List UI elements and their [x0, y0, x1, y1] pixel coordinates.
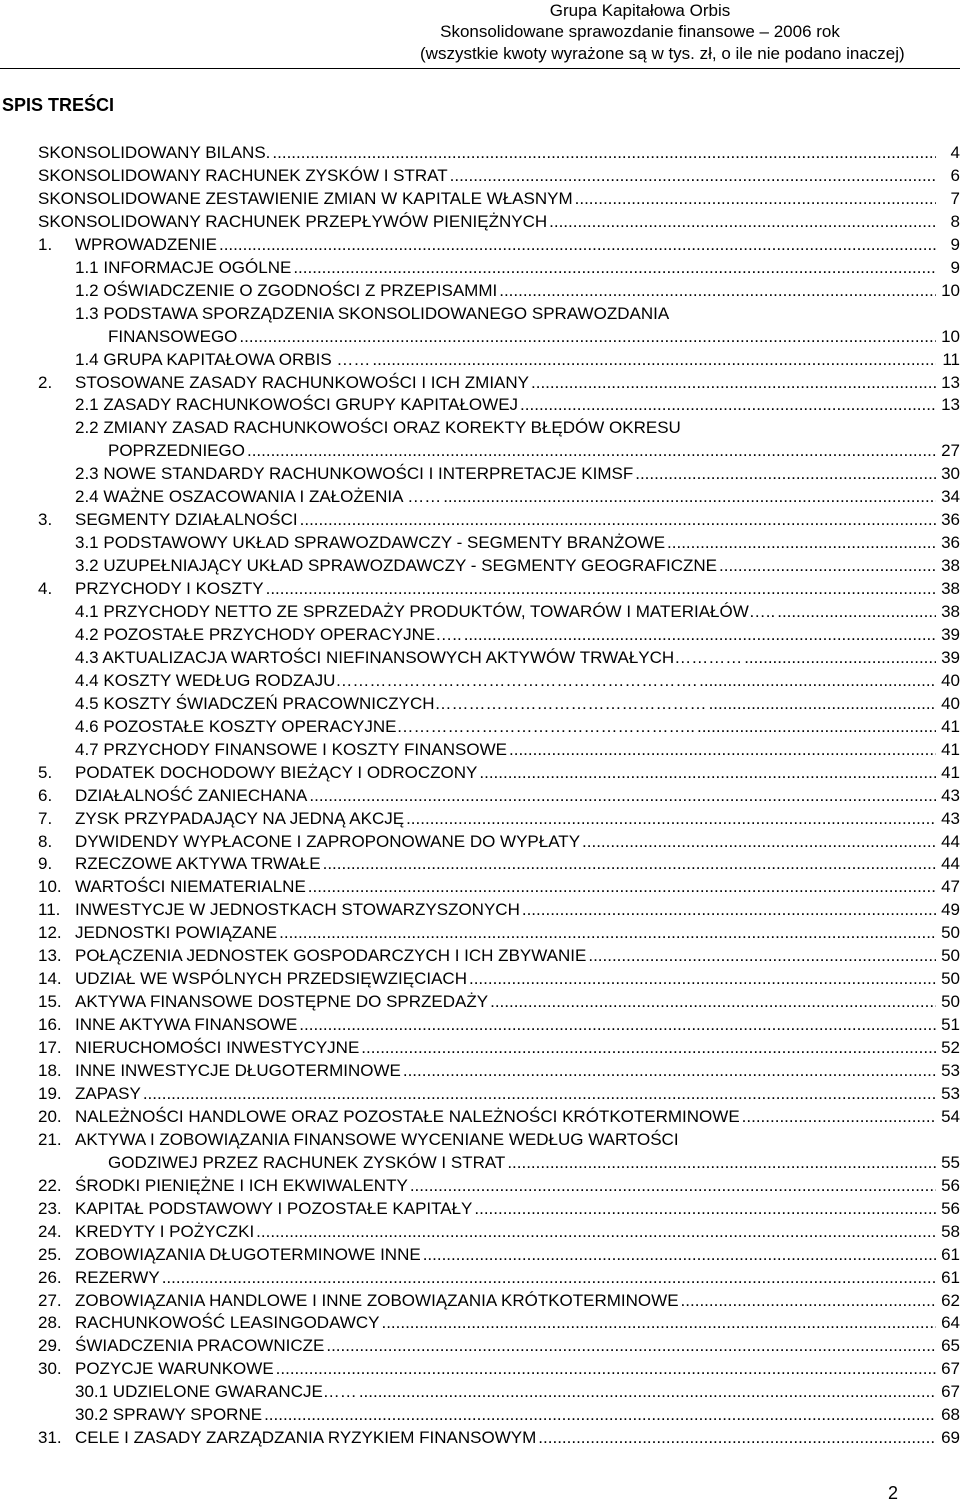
toc-entry-label: 4.4 KOSZTY WEDŁUG RODZAJU……………………………………………………….	[75, 670, 698, 690]
toc-entry-number: 20.	[38, 1106, 62, 1126]
toc-entry[interactable]	[0, 921, 960, 944]
toc-entry[interactable]	[0, 577, 960, 600]
toc-entry[interactable]	[0, 393, 960, 416]
toc-entry-label: PODATEK DOCHODOWY BIEŻĄCY I ODROCZONY	[75, 762, 478, 782]
toc-entry[interactable]	[0, 210, 960, 233]
toc-entry-label: 1.2 OŚWIADCZENIE O ZGODNOŚCI Z PRZEPISAMMI	[75, 280, 498, 300]
dot-leader	[681, 1289, 936, 1312]
dot-leader	[293, 256, 936, 279]
toc-entry[interactable]	[0, 187, 960, 210]
toc-entry[interactable]	[0, 141, 960, 164]
dot-leader	[549, 210, 936, 233]
toc-entry-label: 4.7 PRZYCHODY FINANSOWE I KOSZTY FINANSOWE	[75, 739, 507, 759]
dot-leader	[499, 279, 936, 302]
dot-leader	[219, 233, 936, 256]
toc-entry-label: ZAPASY	[75, 1083, 141, 1103]
toc-entry-label: SKONSOLIDOWANY RACHUNEK PRZEPŁYWÓW PIENIĘŻNYCH	[38, 211, 548, 231]
toc-entry-number: 7.	[38, 808, 53, 828]
toc-entry[interactable]	[0, 1105, 960, 1128]
toc-entry[interactable]	[0, 967, 960, 990]
toc-entry-page: 30	[941, 464, 960, 484]
toc-entry[interactable]	[0, 990, 960, 1013]
toc-entry-number: 2.	[38, 372, 53, 392]
toc-entry[interactable]	[0, 1426, 960, 1449]
toc-entry-page: 10	[941, 280, 960, 300]
toc-entry-number: 22.	[38, 1175, 62, 1195]
toc-title: SPIS TREŚCI	[2, 95, 115, 115]
toc-entry-label: 1.4 GRUPA KAPITAŁOWA ORBIS ……	[75, 349, 371, 369]
dot-leader	[469, 967, 936, 990]
toc-entry-number: 29.	[38, 1336, 62, 1356]
toc-entry-number: 31.	[38, 1428, 62, 1448]
toc-entry-page: 38	[941, 579, 960, 599]
toc-entry-label: 3.2 UZUPEŁNIAJĄCY UKŁAD SPRAWOZDAWCZY - SEGMENTY GEOGRAFICZNE	[75, 556, 718, 576]
toc-entry-label: 4.5 KOSZTY ŚWIADCZEŃ PRACOWNICZYCH…………………………………………	[75, 693, 707, 713]
toc-entry-page: 44	[941, 831, 960, 851]
toc-entry[interactable]	[0, 1220, 960, 1243]
dot-leader	[256, 1220, 936, 1243]
toc-entry-label: POŁĄCZENIA JEDNOSTEK GOSPODARCZYCH I ICH ZBYWANIE	[75, 946, 587, 966]
toc-entry-page: 39	[941, 624, 960, 644]
toc-entry-label: JEDNOSTKI POWIĄZANE	[75, 923, 278, 943]
toc-entry-page: 41	[941, 762, 960, 782]
toc-entry[interactable]	[0, 600, 960, 623]
toc-entry[interactable]	[0, 1059, 960, 1082]
toc-entry-page: 36	[941, 510, 960, 530]
toc-entry-page: 36	[941, 533, 960, 553]
toc-entry-label: KREDYTY I POŻYCZKI	[75, 1221, 255, 1241]
toc-entry[interactable]	[0, 646, 960, 669]
toc-entry-page: 43	[941, 808, 960, 828]
toc-entry-number: 30.	[38, 1359, 62, 1379]
toc-entry-label: 1.1 INFORMACJE OGÓLNE	[75, 257, 292, 277]
toc-entry-page: 6	[950, 165, 960, 185]
toc-entry[interactable]	[0, 348, 960, 371]
toc-entry-number: 12.	[38, 923, 62, 943]
toc-entry[interactable]	[0, 302, 960, 325]
toc-entry[interactable]	[0, 692, 960, 715]
toc-entry-page: 53	[941, 1061, 960, 1080]
dot-leader	[697, 715, 936, 738]
toc-entry-number: 16.	[38, 1015, 62, 1035]
dot-leader	[507, 1151, 936, 1174]
dot-leader	[520, 393, 936, 416]
toc-entry[interactable]	[0, 508, 960, 531]
toc-entry-label: 30.1 UDZIELONE GWARANCJE……	[75, 1382, 357, 1402]
toc-entry[interactable]	[0, 164, 960, 187]
toc-entry-page: 38	[941, 556, 960, 576]
toc-entry[interactable]	[0, 233, 960, 256]
toc-entry[interactable]	[0, 738, 960, 761]
toc-entry[interactable]	[0, 852, 960, 875]
toc-entry[interactable]	[0, 325, 960, 348]
dot-leader	[264, 1403, 936, 1426]
toc-entry-label: REZERWY	[75, 1267, 160, 1287]
toc-entry-number: 11.	[38, 900, 61, 920]
dot-leader	[744, 646, 936, 669]
toc-entry-page: 41	[941, 739, 960, 759]
toc-entry[interactable]	[0, 371, 960, 394]
toc-entry-number: 17.	[38, 1038, 62, 1058]
toc-entry-number: 5.	[38, 762, 53, 782]
toc-entry[interactable]	[0, 807, 960, 830]
toc-entry[interactable]	[0, 669, 960, 692]
toc-entry-label: INNE INWESTYCJE DŁUGOTERMINOWE	[75, 1061, 401, 1080]
dot-leader	[279, 921, 936, 944]
toc-entry-label: POPRZEDNIEGO	[108, 441, 245, 461]
toc-entry-label: NALEŻNOŚCI HANDLOWE ORAZ POZOSTAŁE NALEŻNOŚCI KRÓTKOTERMINOWE	[75, 1106, 740, 1126]
dot-leader	[699, 669, 936, 692]
dot-leader	[531, 371, 936, 394]
toc-entry-label: 3.1 PODSTAWOWY UKŁAD SPRAWOZDAWCZY - SEGMENTY BRANŻOWE	[75, 533, 666, 553]
toc-entry-page: 69	[941, 1428, 960, 1448]
dot-leader	[423, 1243, 936, 1266]
toc-entry[interactable]	[0, 1334, 960, 1357]
toc-entry[interactable]	[0, 830, 960, 853]
toc-entry[interactable]	[0, 623, 960, 646]
toc-entry-page: 64	[941, 1313, 960, 1333]
dot-leader	[406, 807, 936, 830]
toc-entry-label: KAPITAŁ PODSTAWOWY I POZOSTAŁE KAPITAŁY	[75, 1198, 473, 1218]
toc-entry[interactable]	[0, 1036, 960, 1059]
dot-leader	[403, 1059, 936, 1082]
toc-entry[interactable]	[0, 1174, 960, 1197]
toc-entry-page: 11	[942, 349, 960, 369]
dot-leader	[326, 1334, 936, 1357]
toc-entry-label: GODZIWEJ PRZEZ RACHUNEK ZYSKÓW I STRAT	[108, 1152, 506, 1172]
toc-entry-page: 47	[941, 877, 960, 897]
toc-entry-label: 30.2 SPRAWY SPORNE	[75, 1405, 263, 1425]
toc-entry-label: 2.2 ZMIANY ZASAD RACHUNKOWOŚCI ORAZ KOREKTY BŁĘDÓW OKRESU	[75, 418, 681, 438]
toc-entry-number: 3.	[38, 510, 53, 530]
toc-entry-page: 55	[941, 1152, 960, 1172]
toc-entry-page: 8	[950, 211, 960, 231]
toc-entry-label: SKONSOLIDOWANE ZESTAWIENIE ZMIAN W KAPITALE WŁASNYM	[38, 188, 573, 208]
toc-entry[interactable]	[0, 715, 960, 738]
toc-entry-page: 50	[941, 969, 960, 989]
toc-entry[interactable]	[0, 1266, 960, 1289]
toc-entry-label: PRZYCHODY I KOSZTY	[75, 579, 264, 599]
toc-entry-number: 27.	[38, 1290, 62, 1310]
toc-entry[interactable]	[0, 1243, 960, 1266]
toc-entry-label: POZYCJE WARUNKOWE	[75, 1359, 274, 1379]
page-number: 2	[887, 1483, 898, 1503]
toc-entry-number: 24.	[38, 1221, 62, 1241]
dot-leader	[635, 462, 936, 485]
toc-entry-page: 61	[941, 1244, 960, 1264]
dot-leader	[276, 1357, 936, 1380]
dot-leader	[308, 875, 936, 898]
toc-entry-page: 67	[941, 1359, 960, 1379]
toc-entry-page: 44	[941, 854, 960, 874]
toc-entry-page: 56	[941, 1198, 960, 1218]
dot-leader	[300, 508, 936, 531]
toc-entry-label: 2.3 NOWE STANDARDY RACHUNKOWOŚCI I INTERPRETACJE KIMSF	[75, 464, 634, 484]
toc-entry-label: 4.3 AKTUALIZACJA WARTOŚCI NIEFINANSOWYCH AKTYWÓW TRWAŁYCH…………	[75, 647, 743, 667]
toc-entry-number: 19.	[38, 1083, 62, 1103]
dot-leader	[309, 784, 936, 807]
toc-entry-page: 56	[941, 1175, 960, 1195]
dot-leader	[239, 325, 936, 348]
toc-entry-label: UDZIAŁ WE WSPÓLNYCH PRZEDSIĘWZIĘCIACH	[75, 969, 467, 989]
dot-leader	[299, 1013, 936, 1036]
toc-entry-label: WARTOŚCI NIEMATERIALNE	[75, 877, 306, 897]
dot-leader	[522, 898, 936, 921]
toc-entry[interactable]	[0, 784, 960, 807]
toc-entry[interactable]	[0, 531, 960, 554]
toc-entry-label: CELE I ZASADY ZARZĄDZANIA RYZYKIEM FINANSOWYM	[75, 1428, 537, 1448]
toc-entry-page: 40	[941, 670, 960, 690]
toc-entry[interactable]	[0, 761, 960, 784]
dot-leader	[538, 1426, 936, 1449]
toc-entry-page: 34	[941, 487, 960, 507]
dot-leader	[709, 692, 936, 715]
dot-leader	[742, 1105, 936, 1128]
toc-entry-number: 23.	[38, 1198, 62, 1218]
dot-leader	[361, 1036, 936, 1059]
dot-leader	[582, 830, 936, 853]
toc-entry[interactable]	[0, 1082, 960, 1105]
toc-entry-number: 18.	[38, 1061, 62, 1080]
toc-entry-label: SKONSOLIDOWANY BILANS.	[38, 143, 271, 162]
dot-leader	[474, 1197, 936, 1220]
toc-entry-page: 49	[941, 900, 960, 920]
toc-entry[interactable]	[0, 944, 960, 967]
header-currency-note: (wszystkie kwoty wyrażone są w tys. zł, o ile nie podano inaczej)	[420, 44, 905, 63]
toc-entry-number: 14.	[38, 969, 62, 989]
header-company: Grupa Kapitałowa Orbis	[549, 1, 731, 20]
toc-entry-label: DYWIDENDY WYPŁACONE I ZAPROPONOWANE DO WYPŁATY	[75, 831, 581, 851]
toc-entry-label: DZIAŁALNOŚĆ ZANIECHANA	[75, 785, 308, 805]
toc-entry-number: 9.	[38, 854, 53, 874]
toc-entry-number: 6.	[38, 785, 53, 805]
toc-entry[interactable]	[0, 1311, 960, 1334]
toc-entry[interactable]	[0, 1357, 960, 1380]
toc-entry-page: 67	[941, 1382, 960, 1402]
dot-leader	[247, 439, 936, 462]
toc-entry[interactable]	[0, 1403, 960, 1426]
toc-entry-page: 10	[941, 326, 960, 346]
toc-entry-page: 13	[941, 395, 960, 415]
toc-entry-label: AKTYWA FINANSOWE DOSTĘPNE DO SPRZEDAŻY	[75, 992, 489, 1012]
toc-entry[interactable]	[0, 1197, 960, 1220]
toc-entry-label: INNE AKTYWA FINANSOWE	[75, 1015, 298, 1035]
toc-entry-number: 1.	[38, 234, 53, 254]
toc-entry-page: 13	[941, 372, 960, 392]
toc-entry[interactable]	[0, 439, 960, 462]
toc-entry-page: 7	[950, 188, 960, 208]
toc-entry-label: RZECZOWE AKTYWA TRWAŁE	[75, 854, 321, 874]
dot-leader	[323, 852, 936, 875]
toc-entry-label: 4.6 POZOSTAŁE KOSZTY OPERACYJNE……………………………………………..	[75, 716, 695, 736]
dot-leader	[490, 990, 936, 1013]
toc-entry-number: 21.	[38, 1129, 62, 1149]
toc-entry-page: 68	[941, 1405, 960, 1425]
dot-leader	[667, 531, 936, 554]
toc-entry-page: 38	[941, 602, 960, 621]
toc-entry[interactable]	[0, 1380, 960, 1403]
toc-entry-page: 40	[941, 693, 960, 713]
dot-leader	[272, 141, 936, 164]
document-header	[0, 0, 960, 69]
toc-entry-number: 28.	[38, 1313, 62, 1333]
toc-entry-page: 50	[941, 992, 960, 1012]
dot-leader	[479, 761, 936, 784]
toc-entry-page: 9	[950, 234, 960, 254]
toc-entry-number: 13.	[38, 946, 62, 966]
toc-entry-label: WPROWADZENIE	[75, 234, 217, 254]
dot-leader	[575, 187, 936, 210]
toc-entry[interactable]	[0, 1289, 960, 1312]
toc-entry[interactable]	[0, 416, 960, 439]
dot-leader	[372, 348, 936, 371]
toc-entry-label: NIERUCHOMOŚCI INWESTYCYJNE	[75, 1038, 360, 1058]
toc-entry-page: 41	[941, 716, 960, 736]
toc-entry-page: 58	[941, 1221, 960, 1241]
dot-leader	[359, 1380, 936, 1403]
toc-entry-label: 2.1 ZASADY RACHUNKOWOŚCI GRUPY KAPITAŁOWEJ	[75, 395, 519, 415]
toc-entry-label: 4.1 PRZYCHODY NETTO ZE SPRZEDAŻY PRODUKTÓW, TOWARÓW I MATERIAŁÓW…..	[75, 602, 776, 621]
toc-entry-label: ŚRODKI PIENIĘŻNE I ICH EKWIWALENTY	[75, 1175, 408, 1195]
toc-entry-page: 51	[941, 1015, 960, 1035]
toc-entry-label: SKONSOLIDOWANY RACHUNEK ZYSKÓW I STRAT	[38, 165, 448, 185]
toc-entry-number: 4.	[38, 579, 53, 599]
toc-entry-page: 50	[941, 923, 960, 943]
toc-entry[interactable]	[0, 462, 960, 485]
toc-entry-label: 2.4 WAŻNE OSZACOWANIA I ZAŁOŻENIA ……	[75, 487, 442, 507]
toc-entry[interactable]	[0, 279, 960, 302]
toc-entry[interactable]	[0, 554, 960, 577]
dot-leader	[450, 164, 936, 187]
toc-entry-page: 62	[941, 1290, 960, 1310]
toc-entry-label: AKTYWA I ZOBOWIĄZANIA FINANSOWE WYCENIANE WEDŁUG WARTOŚCI	[75, 1129, 679, 1149]
toc-entry-number: 26.	[38, 1267, 62, 1287]
toc-entry-label: INWESTYCJE W JEDNOSTKACH STOWARZYSZONYCH	[75, 900, 520, 920]
toc-entry-label: ŚWIADCZENIA PRACOWNICZE	[75, 1336, 325, 1356]
dot-leader	[410, 1174, 936, 1197]
toc-entry[interactable]	[0, 875, 960, 898]
toc-entry[interactable]	[0, 256, 960, 279]
toc-entry-page: 43	[941, 785, 960, 805]
toc-entry[interactable]	[0, 485, 960, 508]
dot-leader	[588, 944, 936, 967]
toc-entry[interactable]	[0, 1151, 960, 1174]
toc-entry-label: ZOBOWIĄZANIA HANDLOWE I INNE ZOBOWIĄZANIA KRÓTKOTERMINOWE	[75, 1290, 679, 1310]
toc-entry-page: 52	[941, 1038, 960, 1058]
header-report-title: Skonsolidowane sprawozdanie finansowe – 2006 rok	[440, 22, 840, 41]
toc-entry-label: 4.2 POZOSTAŁE PRZYCHODY OPERACYJNE…..	[75, 624, 462, 644]
toc-entry-page: 65	[941, 1336, 960, 1356]
toc-entry[interactable]	[0, 898, 960, 921]
dot-leader	[381, 1311, 936, 1334]
toc-entry-page: 50	[941, 946, 960, 966]
toc-entry-label: ZOBOWIĄZANIA DŁUGOTERMINOWE INNE	[75, 1244, 421, 1264]
toc-entry-label: FINANSOWEGO	[108, 326, 238, 346]
toc-entry-number: 15.	[38, 992, 62, 1012]
dot-leader	[162, 1266, 936, 1289]
dot-leader	[777, 600, 936, 623]
dot-leader	[266, 577, 936, 600]
toc-entry-page: 54	[941, 1106, 960, 1126]
toc-entry-number: 8.	[38, 831, 53, 851]
toc-entry-page: 61	[941, 1267, 960, 1287]
toc-entry-label: ZYSK PRZYPADAJĄCY NA JEDNĄ AKCJĘ	[75, 808, 405, 828]
toc-entry-number: 10.	[38, 877, 62, 897]
toc-entry-page: 4	[950, 143, 960, 162]
toc-entry-label: STOSOWANE ZASADY RACHUNKOWOŚCI I ICH ZMIANY	[75, 372, 530, 392]
dot-leader	[464, 623, 936, 646]
dot-leader	[143, 1082, 936, 1105]
toc-entry-label: SEGMENTY DZIAŁALNOŚCI	[75, 510, 298, 530]
toc-entry-number: 25.	[38, 1244, 62, 1264]
toc-entry-page: 9	[950, 257, 960, 277]
dot-leader	[719, 554, 936, 577]
toc-entry-label: RACHUNKOWOŚĆ LEASINGODAWCY	[75, 1313, 380, 1333]
dot-leader	[443, 485, 936, 508]
toc-entry-page: 39	[941, 647, 960, 667]
toc-entry-page: 53	[941, 1083, 960, 1103]
dot-leader	[509, 738, 936, 761]
toc-entry[interactable]	[0, 1013, 960, 1036]
toc-entry-page: 27	[941, 441, 960, 461]
toc-entry-label: 1.3 PODSTAWA SPORZĄDZENIA SKONSOLIDOWANEGO SPRAWOZDANIA	[75, 303, 670, 323]
toc-entry[interactable]	[0, 1128, 960, 1151]
